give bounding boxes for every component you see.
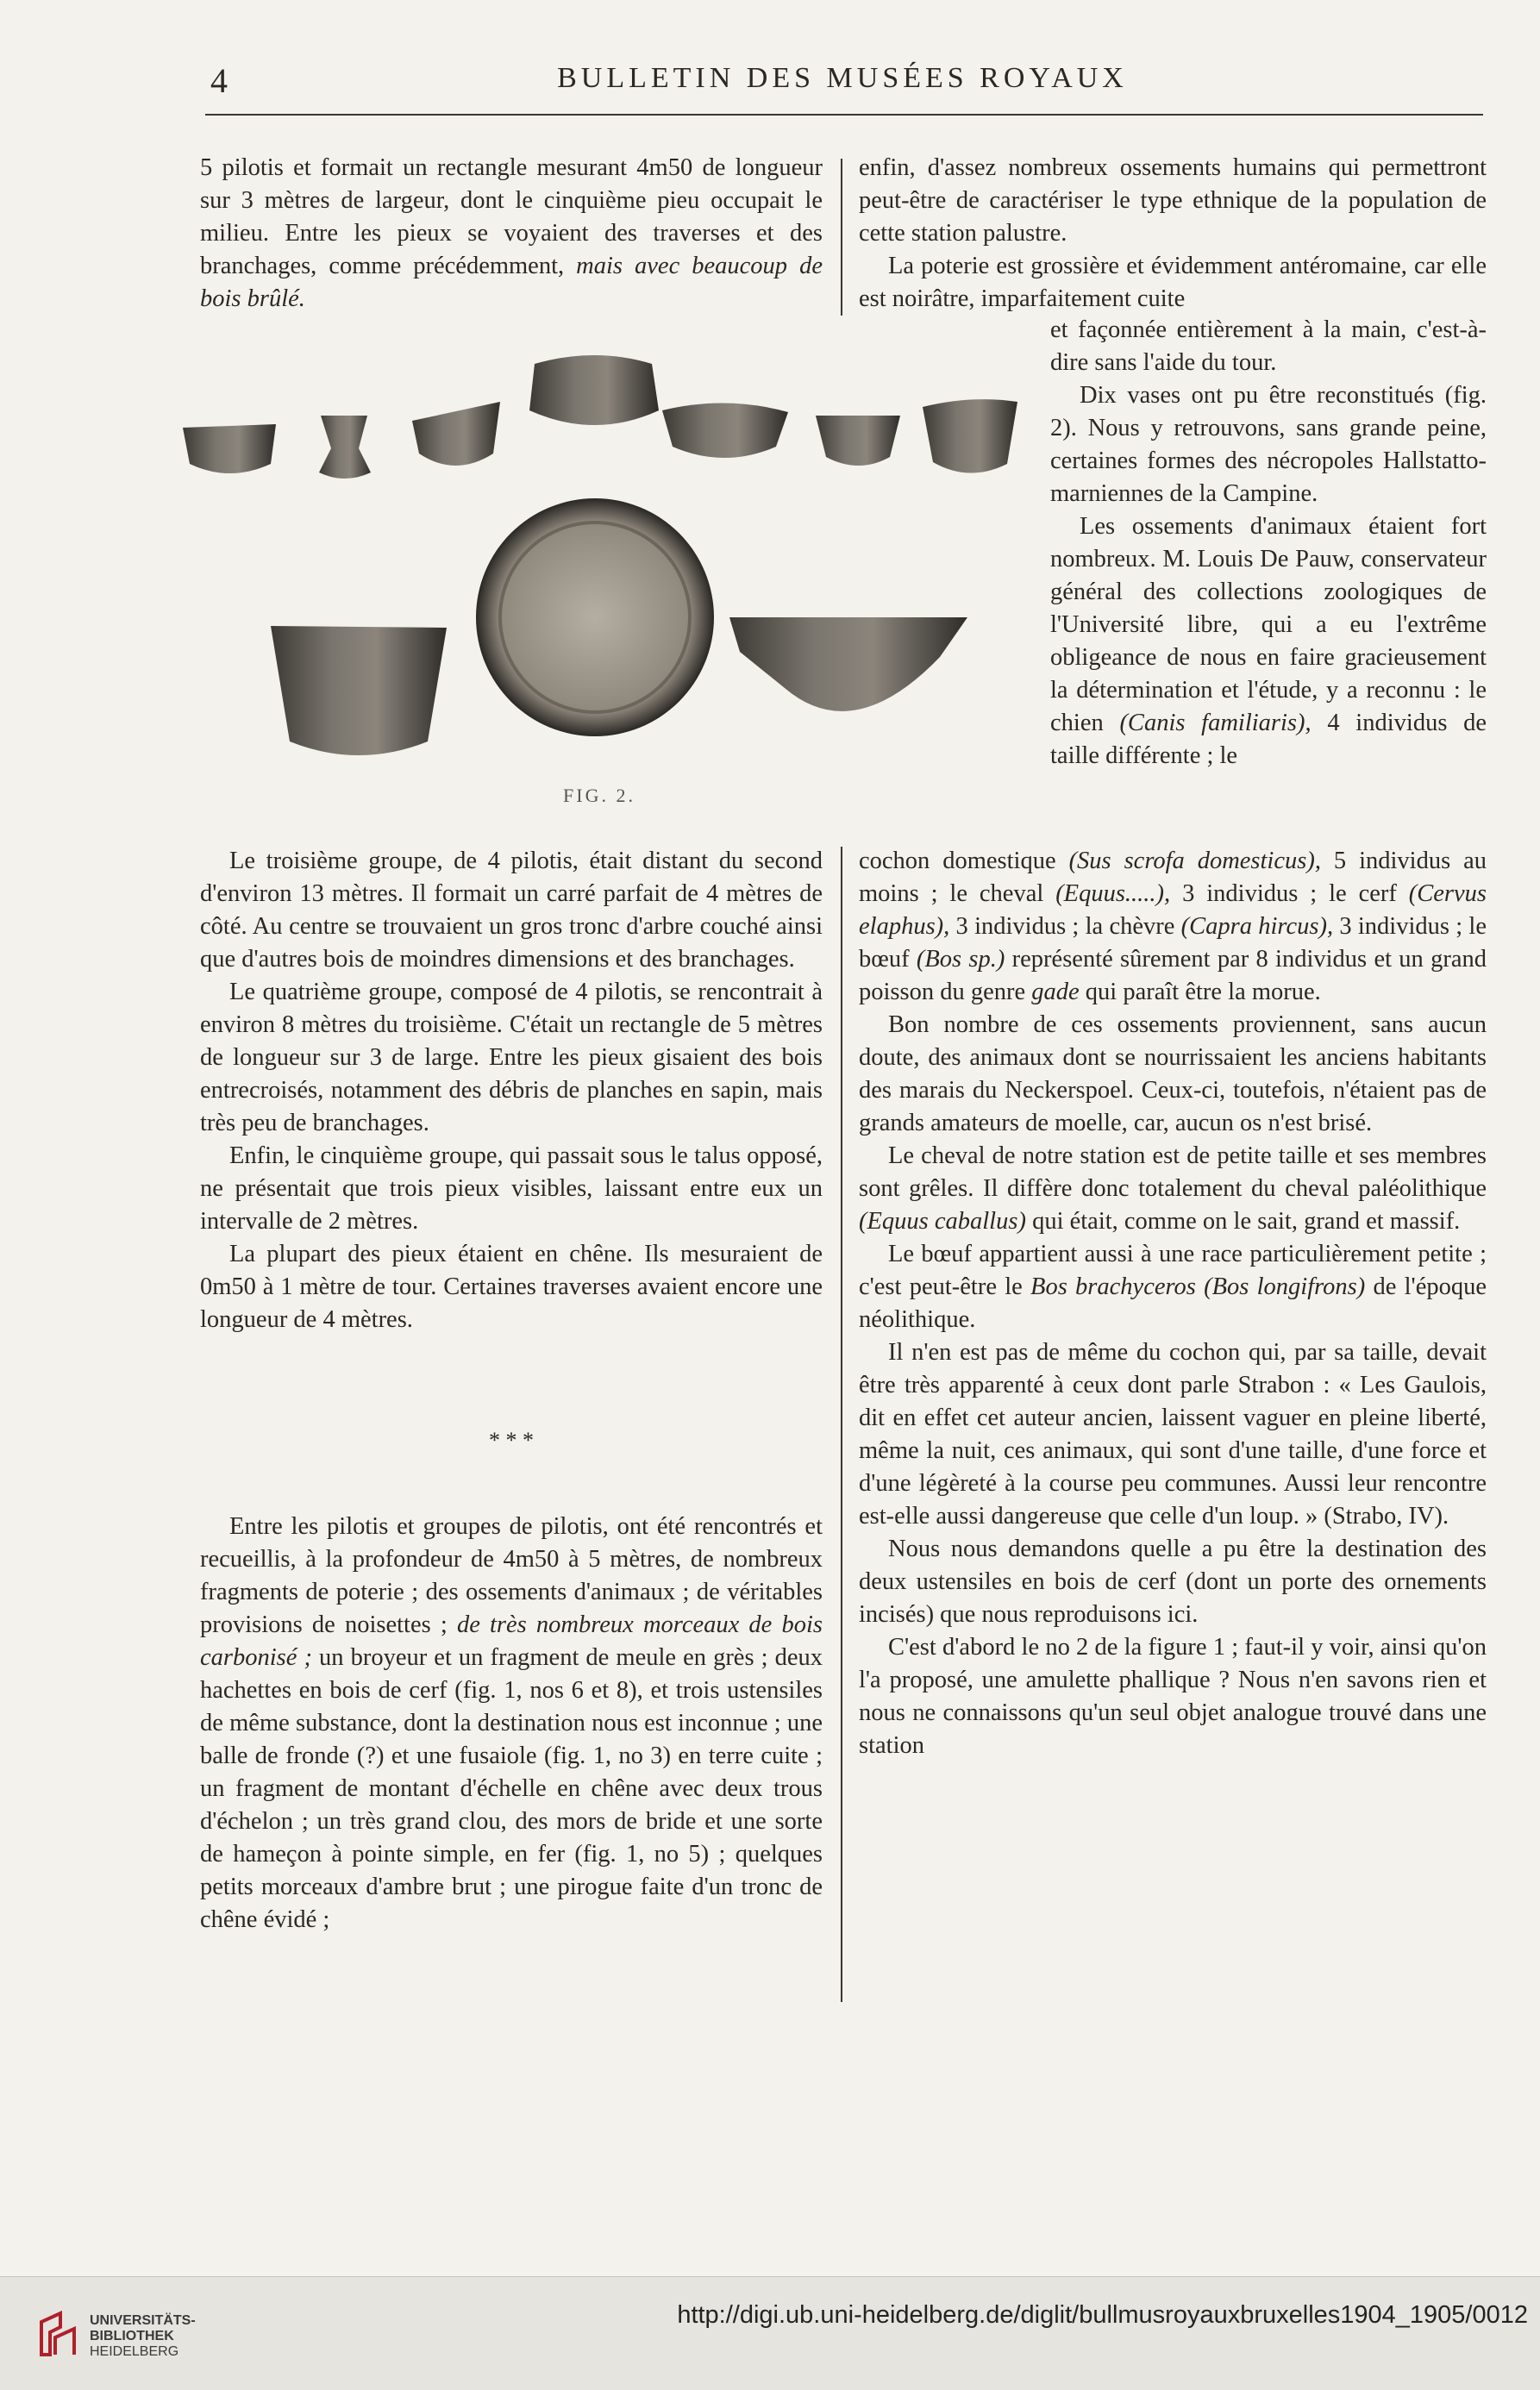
figure-caption: FIG. 2. xyxy=(563,785,635,806)
vase-7 xyxy=(923,399,1017,472)
running-title: BULLETIN DES MUSÉES ROYAUX xyxy=(557,62,1128,94)
paragraph-cochon-strabon: Il n'en est pas de même du cochon qui, par sa taille, devait être très apparenté à ceux dont parle Strabon : « Les Gaulois, dit en effet cet auteur ancien, laissent vaguer en pleine liberté, même la nuit, ces animaux, qui sont d'une taille, d'une force et d'une légèreté à la course peu communes. Aussi leur rencontre est-elle aussi dangereuse que celle d'un loup. » (Strabo, IV). xyxy=(859,1339,1487,1530)
vase-1 xyxy=(183,424,276,473)
library-name: UNIVERSITÄTS- BIBLIOTHEK HEIDELBERG xyxy=(90,2313,196,2359)
vase-2 xyxy=(319,416,371,479)
vase-4 xyxy=(529,355,659,425)
paragraph-pilotis: 5 pilotis et formait un rectangle mesurant 4m50 de longueur sur 3 mètres de largeur, dont le cinquième pieu occupait le milieu. Entre les pieux se voyaient des traverses et des branchages, comme précédemment, mais avec beaucoup de bois brûlé. xyxy=(200,154,823,312)
pottery-photograph xyxy=(164,343,1035,774)
paragraph-cinquieme-groupe: Enfin, le cinquième groupe, qui passait sous le talus opposé, ne présentait que trois pieux visibles, laissant entre eux un intervalle de 2 mètres. xyxy=(200,1142,823,1235)
vase-8 xyxy=(271,626,447,755)
paragraph-boeuf: Le bœuf appartient aussi à une race particulièrement petite ; c'est peut-être le Bos brachyceros (Bos longifrons) de l'époque néolithique. xyxy=(859,1241,1487,1333)
paragraph-ustensiles: Nous nous demandons quelle a pu être la destination des deux ustensiles en bois de cerf (dont un porte des ornements incisés) que nous reproduisons ici. xyxy=(859,1536,1487,1628)
library-footer xyxy=(0,2276,1540,2390)
paragraph-ossements-humains: enfin, d'assez nombreux ossements humains qui permettront peut-être de caractériser le type ethnique de la population de cette station palustre. xyxy=(859,154,1487,247)
left-column-top xyxy=(200,152,823,316)
paragraph-amulette: C'est d'abord le no 2 de la figure 1 ; faut-il y voir, ainsi qu'on l'a proposé, une amulette phallique ? Nous n'en savons rien et nous ne connaissons qu'un seul objet analogue trouvé dans une station xyxy=(859,1634,1487,1759)
vase-6 xyxy=(816,416,900,466)
left-column-bottom xyxy=(200,1511,823,1936)
paragraph-dix-vases: Dix vases ont pu être reconstitués (fig. 2). Nous y retrouvons, sans grande peine, certaines formes des nécropoles Hallstatto-marniennes de la Campine. xyxy=(1050,382,1487,507)
vase-3 xyxy=(412,402,500,466)
paragraph-objets-recueillis: Entre les pilotis et groupes de pilotis, ont été rencontrés et recueillis, à la profondeur de 4m50 à 5 mètres, de nombreux fragments de poterie ; des ossements d'animaux ; de véritables provisions de noisettes ; de très nombreux morceaux de bois carbonisé ; un broyeur et un fragment de meule en grès ; deux hachettes en bois de cerf (fig. 1, nos 6 et 8), et trois ustensiles de même substance, dont la destination nous est inconnue ; une balle de fronde (?) et une fusaiole (fig. 1, no 3) en terre cuite ; un fragment de montant d'échelle en chêne avec deux trous d'échelon ; un très grand clou, des mors de bride et une sorte de hameçon à pointe simple, en fer (fig. 1, no 5) ; quelques petits morceaux d'ambre brut ; une pirogue faite d'un tronc de chêne évidé ; xyxy=(200,1513,823,1933)
left-column-lower xyxy=(200,845,823,1336)
source-url[interactable]: http://digi.ub.uni-heidelberg.de/diglit/bullmusroyauxbruxelles1904_1905/0012 xyxy=(677,2301,1528,2329)
right-column-beside-figure xyxy=(1050,314,1487,773)
header-rule xyxy=(205,114,1483,116)
paragraph-faconnee: et façonnée entièrement à la main, c'est-à-dire sans l'aide du tour. xyxy=(1050,316,1487,376)
paragraph-especes: cochon domestique (Sus scrofa domesticus), 5 individus au moins ; le cheval (Equus.....), 3 individus ; le cerf (Cervus elaphus), 3 individus ; la chèvre (Capra hircus), 3 individus ; le bœuf (Bos sp.) représenté sûrement par 8 individus et un grand poisson du genre gade qui paraît être la morue. xyxy=(859,848,1487,1005)
column-divider-top xyxy=(841,159,842,316)
page-header xyxy=(200,55,1485,107)
plate xyxy=(476,498,714,736)
paragraph-ossements-animaux: Les ossements d'animaux étaient fort nombreux. M. Louis De Pauw, conservateur général des collections zoologiques de l'Université libre, qui a eu l'extrême obligeance de nous en faire gracieusement la détermination et l'étude, y a reconnu : le chien (Canis familiaris), 4 individus de taille différente ; le xyxy=(1050,513,1487,769)
paragraph-troisieme-groupe: Le troisième groupe, de 4 pilotis, était distant du second d'environ 13 mètres. Il formait un carré parfait de 4 mètres de côté. Au centre se trouvaient un gros tronc d'arbre couché ainsi que d'autres bois de moindres dimensions et des branchages. xyxy=(200,848,823,973)
paragraph-cheval: Le cheval de notre station est de petite taille et ses membres sont grêles. Il diffère donc totalement du cheval paléolithique (Equus caballus) qui était, comme on le sait, grand et massif. xyxy=(859,1142,1487,1235)
column-divider-bottom xyxy=(841,847,842,2002)
figure-2-pottery xyxy=(164,343,1035,826)
paragraph-pieux-chene: La plupart des pieux étaient en chêne. Ils mesuraient de 0m50 à 1 mètre de tour. Certaines traverses avaient encore une longueur de 4 mètres. xyxy=(200,1241,823,1333)
page-number: 4 xyxy=(210,61,228,100)
paragraph-poterie: La poterie est grossière et évidemment antéromaine, car elle est noirâtre, imparfaitement cuite xyxy=(859,253,1487,312)
asterism: * * * xyxy=(489,1428,534,1453)
paragraph-quatrieme-groupe: Le quatrième groupe, composé de 4 pilotis, se rencontrait à environ 8 mètres du troisième. C'était un rectangle de 5 mètres de longueur sur 3 de large. Entre les pieux gisaient des bois entrecroisés, notamment des débris de planches en sapin, mais très peu de branchages. xyxy=(200,979,823,1136)
paragraph-bon-nombre: Bon nombre de ces ossements proviennent, sans aucun doute, des animaux dont se nourrissaient les anciens habitants des marais du Neckerspoel. Ceux-ci, toutefois, n'étaient pas de grands amateurs de moelle, car, aucun os n'est brisé. xyxy=(859,1011,1487,1136)
right-column-top xyxy=(859,152,1487,316)
vase-9 xyxy=(729,617,967,711)
library-logo-icon xyxy=(34,2310,86,2362)
right-column-lower xyxy=(859,845,1487,1762)
vase-5 xyxy=(662,403,788,458)
